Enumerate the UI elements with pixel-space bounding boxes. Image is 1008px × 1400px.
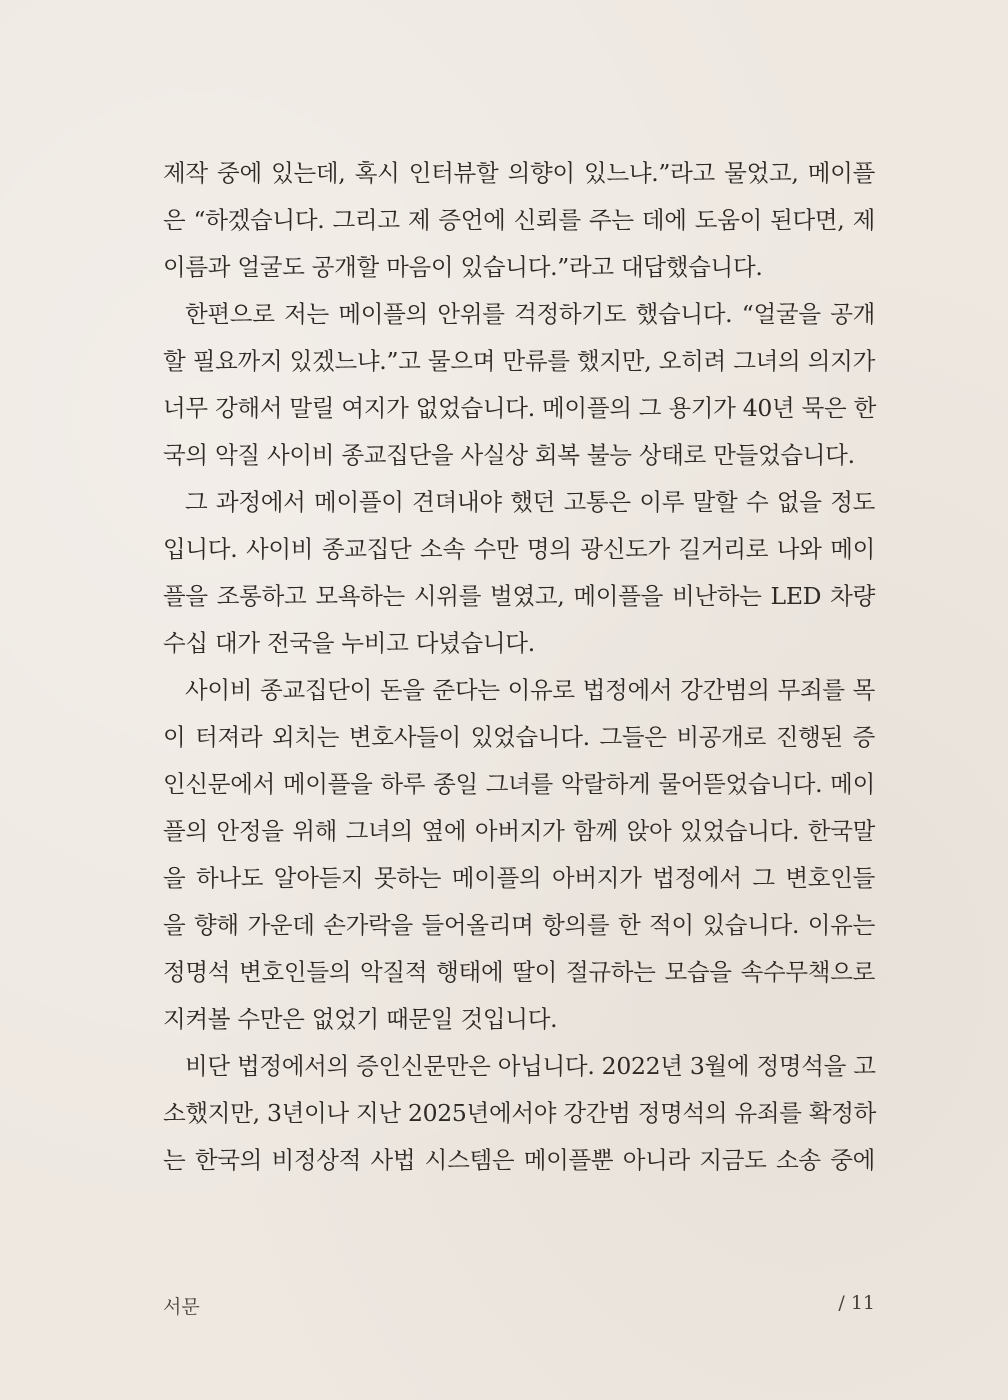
text-line: 한편으로 저는 메이플의 안위를 걱정하기도 했습니다. “얼굴을 공개 <box>185 300 875 328</box>
text-line: 사이비 종교집단이 돈을 준다는 이유로 법정에서 강간범의 무죄를 목 <box>185 676 875 704</box>
page-number: / 11 <box>838 1292 875 1314</box>
text-line: 는 한국의 비정상적 사법 시스템은 메이플뿐 아니라 지금도 소송 중에 <box>163 1146 875 1174</box>
text-line: 그 과정에서 메이플이 견뎌내야 했던 고통은 이루 말할 수 없을 정도 <box>185 488 875 516</box>
text-line: 지켜볼 수만은 없었기 때문일 것입니다. <box>163 1005 558 1033</box>
text-line: 플을 조롱하고 모욕하는 시위를 벌였고, 메이플을 비난하는 LED 차량 <box>163 582 875 610</box>
section-title: 서문 <box>163 1296 200 1318</box>
text-line: 이름과 얼굴도 공개할 마음이 있습니다.”라고 대답했습니다. <box>163 253 763 281</box>
text-line: 을 하나도 알아듣지 못하는 메이플의 아버지가 법정에서 그 변호인들 <box>163 864 875 892</box>
text-line: 은 “하겠습니다. 그리고 제 증언에 신뢰를 주는 데에 도움이 된다면, 제 <box>163 206 875 234</box>
text-line: 이 터져라 외치는 변호사들이 있었습니다. 그들은 비공개로 진행된 증 <box>163 723 875 751</box>
text-line: 정명석 변호인들의 악질적 행태에 딸이 절규하는 모습을 속수무책으로 <box>163 958 875 986</box>
text-line: 수십 대가 전국을 누비고 다녔습니다. <box>163 629 535 657</box>
text-line: 너무 강해서 말릴 여지가 없었습니다. 메이플의 그 용기가 40년 묵은 한 <box>163 394 876 422</box>
text-line: 비단 법정에서의 증인신문만은 아닙니다. 2022년 3월에 정명석을 고 <box>185 1052 876 1080</box>
text-line: 제작 중에 있는데, 혹시 인터뷰할 의향이 있느냐.”라고 물었고, 메이플 <box>163 159 875 187</box>
text-line: 할 필요까지 있겠느냐.”고 물으며 만류를 했지만, 오히려 그녀의 의지가 <box>163 347 875 375</box>
page-footer <box>163 1292 875 1322</box>
body-text <box>163 150 875 1184</box>
text-line: 플의 안정을 위해 그녀의 옆에 아버지가 함께 앉아 있었습니다. 한국말 <box>163 817 875 845</box>
text-line: 입니다. 사이비 종교집단 소속 수만 명의 광신도가 길거리로 나와 메이 <box>163 535 875 563</box>
text-line: 소했지만, 3년이나 지난 2025년에서야 강간범 정명석의 유죄를 확정하 <box>163 1099 877 1127</box>
text-line: 을 향해 가운데 손가락을 들어올리며 항의를 한 적이 있습니다. 이유는 <box>163 911 875 939</box>
text-line: 인신문에서 메이플을 하루 종일 그녀를 악랄하게 물어뜯었습니다. 메이 <box>163 770 875 798</box>
text-line: 국의 악질 사이비 종교집단을 사실상 회복 불능 상태로 만들었습니다. <box>163 441 855 469</box>
